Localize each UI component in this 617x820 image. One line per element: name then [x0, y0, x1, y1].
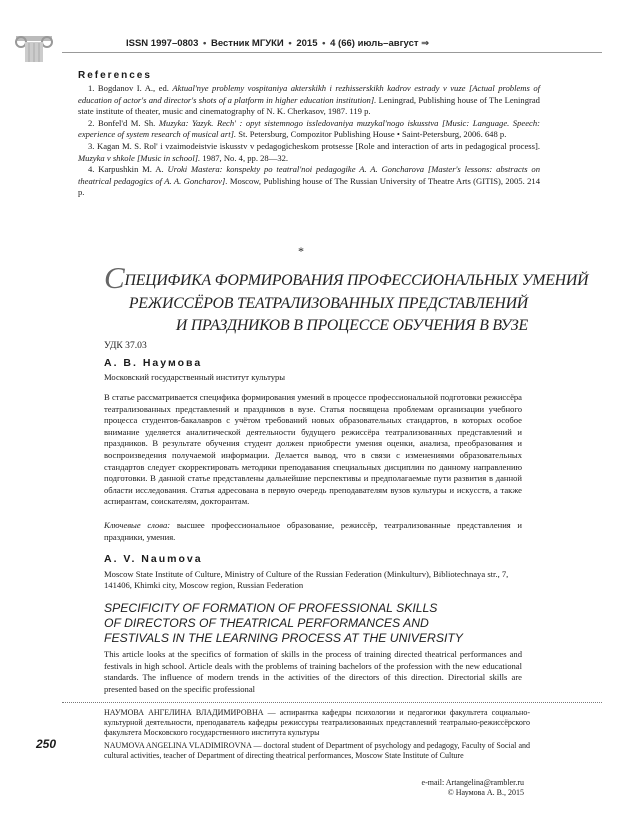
issue: 4 (66) июль–август: [330, 38, 419, 49]
references-heading: References: [78, 70, 152, 81]
reference-item: 2. Bonfel'd M. Sh. Muzyka: Yazyk. Rech' : opyt sistemnogo issledovaniya muzykal'nogo iskusstva [Music: Language. Speech: experience of system research of musical art]. St. Petersburg, Compozitor Publishing House • Saint-Petersburg, 2006. 648 p.: [78, 117, 541, 140]
issn: ISSN 1997–0803: [126, 38, 199, 49]
abstract-ru: В статье рассматривается специфика формирования умений в процессе профессиональной подготовки режиссёра театрализованных представлений и праздников в вузе. Статья посвящена проблемам организации учебного процесса студентов-бакалавров с учётом требований новых образовательных стандартов, в которых особое внимание уделяется аналитической деятельности будущего режиссёра театрализованных представлений и праздников. В результате обучения студент должен приобрести умения оценки, анализа, преобразования и воспроизведения получаемой информации. Делается вывод, что в связи с изменениями образовательных стандартов следует скорректировать методики преподавания специальных дисциплин по данному направлению подготовки. В данной статье представлены дальнейшие перспективы и предполагаемые пути развития в данной области исследования. Статья адресована в первую очередь преподавателям вузов культуры и искусств, а также аспирантам, соискателям, докторантам.: [104, 392, 522, 507]
keywords-text: высшее профессиональное образование, режиссёр, театрализованные представления и праздники, умения.: [104, 520, 522, 542]
keywords-label: Ключевые слова:: [104, 520, 171, 530]
copyright: © Наумова А. В., 2015: [447, 788, 524, 797]
year: 2015: [296, 38, 318, 49]
logo-ionic-column-icon: [14, 28, 54, 64]
reference-item: 3. Kagan M. S. Rol' i vzaimodeistvie iskusstv v pedagogicheskom protsesse [Role and interaction of arts in pedagogical process]. Muzyka v shkole [Music in school]. 1987, No. 4, pp. 28—32.: [78, 140, 540, 163]
keywords-ru: [104, 520, 522, 543]
abstract-en: This article looks at the specifics of formation of skills in the process of training directed theatrical performances and festivals in high school. Article deals with the problems of training bachelors of the profession with the new educational standards. The influence of modern trends in the activities of the directors of this direction. Directorial skills are presented based on the specific professional: [104, 649, 522, 694]
article-title-en: SPECIFICITY OF FORMATION OF PROFESSIONAL SKILLS OF DIRECTORS OF THEATRICAL PERFORMANCES AND FESTIVALS IN THE LEARNING PROCESS AT THE UNIVERSITY: [104, 601, 463, 646]
footer-divider: [62, 702, 602, 703]
udk-code: УДК 37.03: [104, 340, 147, 351]
arrow-right-icon: ⇒: [421, 38, 430, 49]
journal-name: Вестник МГУКИ: [210, 38, 284, 49]
reference-item: 4. Karpushkin M. A. Uroki Mastera: konspekty po teatral'noi pedagogike A. A. Goncharova [Master's lessons: abstracts on theatrical pedagogics of A. A. Goncharov]. Moscow, Publishing house of The Russian University of Theatre Arts (GITIS), 2005. 214 p.: [78, 164, 540, 198]
article-title-ru: СПЕЦИФИКА ФОРМИРОВАНИЯ ПРОФЕССИОНАЛЬНЫХ УМЕНИЙ РЕЖИССЁРОВ ТЕАТРАЛИЗОВАННЫХ ПРЕДСТАВЛЕНИЙ И ПРАЗДНИКОВ В ПРОЦЕССЕ ОБУЧЕНИЯ В ВУЗЕ: [104, 260, 589, 334]
header-rule: [62, 52, 602, 53]
section-separator: *: [298, 244, 304, 258]
running-header: ISSN 1997–0803 • Вестник МГУКИ • 2015 • 4 (66) июль–август ⇒: [126, 38, 430, 49]
author-info-en: NAUMOVA ANGELINA VLADIMIROVNA — doctoral student of Department of psychology and pedagogy, Faculty of Social and cultural activities, teacher of Department of directing theatrical performances, Moscow State Institute of Culture: [104, 741, 530, 760]
references-list: [78, 83, 540, 199]
author-name-ru: А. В. Наумова: [104, 357, 203, 369]
institution-ru: Московский государственный институт культуры: [104, 372, 286, 382]
page-number: 250: [36, 737, 57, 751]
institution-en: Moscow State Institute of Culture, Ministry of Culture of the Russian Federation (Minkulturv), Bibliotechnaya str., 7, 141406, Khimki city, Moscow region, Russian Federation: [104, 569, 509, 591]
author-email: e-mail: Artangelina@rambler.ru: [421, 778, 524, 787]
reference-item: 1. Bogdanov I. A., ed. Aktual'nye problemy vospitaniya akterskikh i rezhisserskikh kadrov estrady v vuze [Actual problems of education of actor's and director's shots of a platform in higher education institution]. Leningrad, Publishing house of The Leningrad state institute of theater, music and cinematography of N. K. Cherkasov, 1987. 119 p.: [78, 83, 541, 117]
title-drop-cap: С: [104, 260, 125, 295]
author-name-en: A. V. Naumova: [104, 553, 203, 565]
author-info-ru: НАУМОВА АНГЕЛИНА ВЛАДИМИРОВНА — аспирантка кафедры психологии и педагогики факультета социально-культурной деятельности, преподаватель кафедры режиссуры театрализованных представлений театрально-режиссёрского факультета Московского государственного института культуры: [104, 708, 530, 737]
